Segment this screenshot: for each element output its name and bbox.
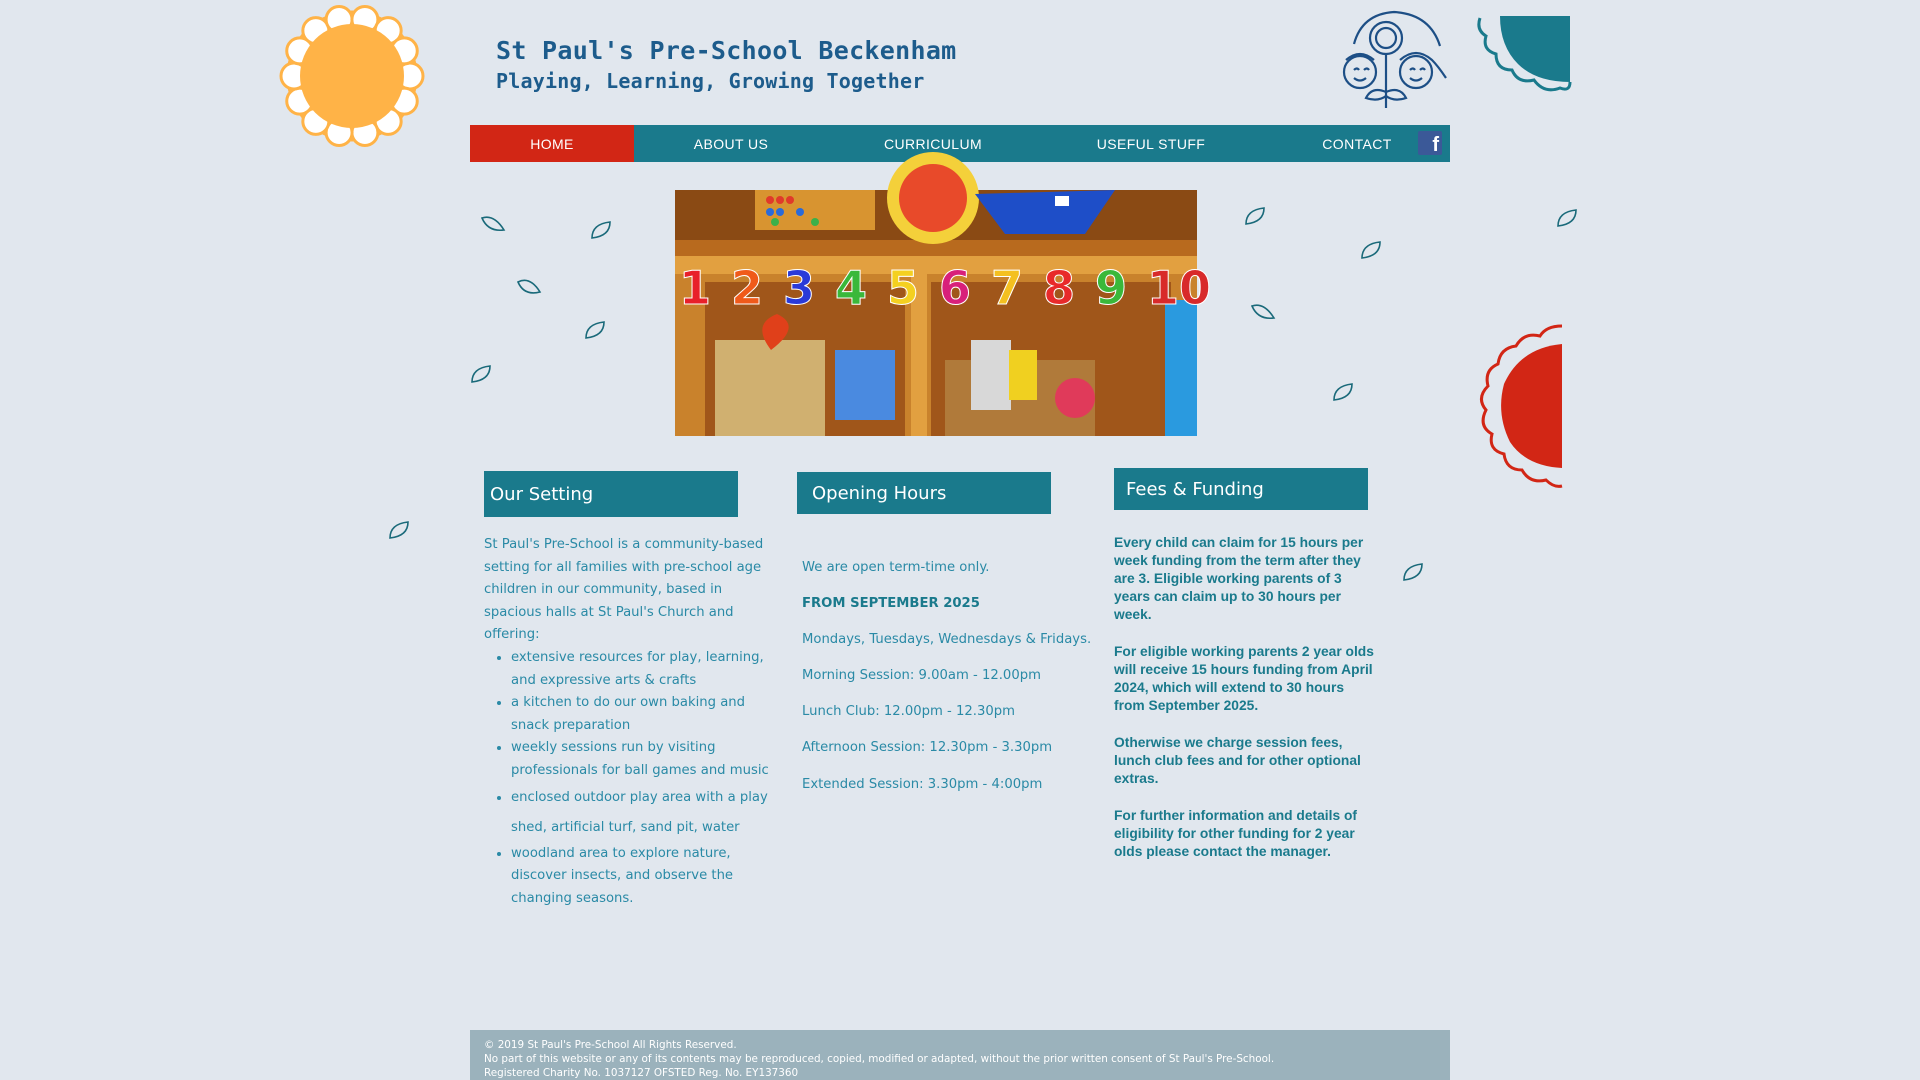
leaf-decoration bbox=[468, 364, 494, 384]
hero-number: 7 bbox=[991, 261, 1024, 315]
hours-extended: Extended Session: 3.30pm - 4:00pm bbox=[802, 777, 1043, 792]
footer-registration: Registered Charity No. 1037127 OFSTED Reg. No. EY137360 bbox=[484, 1067, 799, 1079]
leaf-decoration bbox=[516, 276, 542, 296]
fees-paragraph: For eligible working parents 2 year olds will receive 15 hours funding from April 2024, which will extend to 30 hours from September 2025. bbox=[1114, 644, 1374, 713]
leaf-decoration bbox=[1250, 302, 1276, 322]
leaf-decoration bbox=[582, 320, 608, 340]
leaf-decoration bbox=[1330, 382, 1356, 402]
children-flower-logo[interactable] bbox=[1336, 10, 1454, 114]
hero-number: 8 bbox=[1043, 261, 1076, 315]
nav-useful-stuff[interactable]: USEFUL STUFF bbox=[1096, 135, 1206, 152]
leaf-decoration bbox=[588, 220, 614, 240]
main-nav bbox=[470, 125, 1450, 162]
list-item: • a kitchen to do our own baking and snack preparation bbox=[511, 692, 776, 737]
fees-paragraph: Every child can claim for 15 hours per week funding from the term after they are 3. Eligible working parents of 3 years can claim up to 30 hours per week. bbox=[1114, 535, 1364, 622]
fees-paragraph: Otherwise we charge session fees, lunch club fees and for other optional extras. bbox=[1114, 735, 1361, 786]
setting-intro: St Paul's Pre-School is a community-based setting for all families with pre-school age children in our community, based in spacious halls at St Paul's Church and offering: bbox=[484, 537, 764, 643]
hours-afternoon: Afternoon Session: 12.30pm - 3.30pm bbox=[802, 740, 1053, 755]
nav-contact[interactable]: CONTACT bbox=[1322, 135, 1392, 152]
red-flower-decoration bbox=[1476, 324, 1562, 488]
hero-number: 2 bbox=[731, 261, 764, 315]
setting-offer-list bbox=[484, 647, 776, 910]
hero-number: 9 bbox=[1095, 261, 1128, 315]
footer-copyright: © 2019 St Paul's Pre-School All Rights Reserved. bbox=[484, 1039, 737, 1051]
hero-image bbox=[675, 190, 1212, 436]
leaf-decoration bbox=[1400, 562, 1426, 582]
list-item: • extensive resources for play, learning, and expressive arts & crafts bbox=[511, 647, 776, 692]
teal-flower-decoration bbox=[1476, 16, 1570, 100]
nav-curriculum[interactable]: CURRICULUM bbox=[883, 135, 983, 152]
hero-number: 3 bbox=[783, 261, 816, 315]
leaf-decoration bbox=[480, 214, 506, 234]
list-item: • woodland area to explore nature, discover insects, and observe the changing seasons. bbox=[511, 843, 776, 911]
our-setting-heading: Our Setting bbox=[484, 471, 738, 517]
hours-lunch: Lunch Club: 12.00pm - 12.30pm bbox=[802, 704, 1015, 719]
list-item: • enclosed outdoor play area with a play shed, artificial turf, sand pit, water bbox=[511, 783, 776, 843]
leaf-decoration bbox=[1358, 240, 1384, 260]
hours-days: Mondays, Tuesdays, Wednesdays & Fridays. bbox=[802, 632, 1092, 647]
fees-funding-heading: Fees & Funding bbox=[1114, 468, 1368, 510]
list-item: • weekly sessions run by visiting professionals for ball games and music bbox=[511, 737, 776, 782]
leaf-decoration bbox=[1242, 206, 1268, 226]
footer-notice: No part of this website or any of its contents may be reproduced, copied, modified or adapted, without the prior written consent of St Paul's Pre-School. bbox=[484, 1053, 1275, 1065]
hours-intro: We are open term-time only. bbox=[802, 560, 990, 575]
nav-home[interactable]: HOME bbox=[470, 125, 634, 162]
site-tagline: Playing, Learning, Growing Together bbox=[496, 69, 925, 93]
hero-number: 1 bbox=[679, 261, 712, 315]
nav-about-us[interactable]: ABOUT US bbox=[693, 135, 769, 152]
site-title[interactable]: St Paul's Pre-School Beckenham bbox=[496, 36, 957, 65]
hours-morning: Morning Session: 9.00am - 12.00pm bbox=[802, 668, 1041, 683]
hero-number: 6 bbox=[939, 261, 972, 315]
sun-flower-decoration bbox=[280, 4, 424, 148]
fees-paragraph: For further information and details of eligibility for other funding for 2 year olds please contact the manager. bbox=[1114, 808, 1357, 859]
hours-from: FROM SEPTEMBER 2025 bbox=[802, 596, 980, 611]
hero-number: 5 bbox=[887, 261, 920, 315]
opening-hours-heading: Opening Hours bbox=[797, 472, 1051, 514]
facebook-icon[interactable]: f bbox=[1418, 131, 1442, 155]
leaf-decoration bbox=[386, 520, 412, 540]
hero-number: 10 bbox=[1147, 261, 1212, 315]
hero-number: 4 bbox=[835, 261, 868, 315]
leaf-decoration bbox=[1554, 208, 1580, 228]
our-setting-text bbox=[484, 534, 776, 910]
